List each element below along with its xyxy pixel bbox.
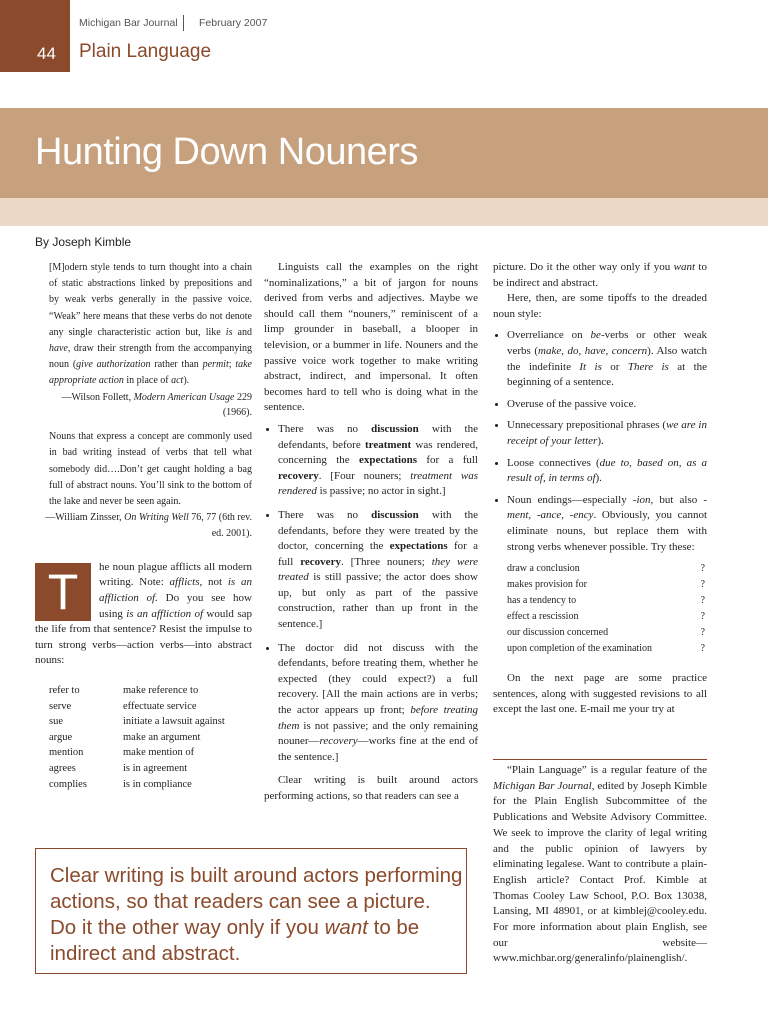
verb-cell: refer to: [49, 684, 80, 696]
tipoff-item: • Noun endings—especially -ion, but also -ment, -ance, -ency. Obviously, you cannot eliminate nouns, but replace them with strong verbs whenever possible. Try these:: [507, 493, 707, 555]
title-strip: [0, 198, 768, 226]
example-item: • There was no discussion with the defendants, before treatment was rendered, concerning the expectations for a full recovery. [Four nouners; treatment was rendered is passive; no actor in sight.]: [278, 422, 478, 500]
practice-row: [507, 593, 705, 609]
page-number-tab: [0, 0, 70, 72]
column-3: [493, 260, 707, 718]
practice-table: [507, 561, 705, 657]
verb-noun-row: [35, 745, 225, 761]
article-title: Hunting Down Nouners: [35, 131, 418, 173]
verb-cell: serve: [49, 700, 72, 712]
pull-quote-line-2: Do it the other way only if you want to be indirect and abstract.: [50, 916, 420, 965]
practice-answer-mark: ?: [700, 579, 705, 591]
pull-quote: [35, 848, 467, 974]
tipoff-item: • Overuse of the passive voice.: [507, 397, 707, 413]
nominalization-cell: is in agreement: [123, 762, 188, 774]
header-divider: [183, 15, 184, 31]
verb-noun-row: [35, 714, 225, 730]
practice-row: [507, 625, 705, 641]
example-list: [264, 422, 478, 765]
nominalization-cell: effectuate service: [123, 700, 197, 712]
practice-phrase: our discussion concerned: [507, 627, 609, 639]
tipoff-item: • Loose connectives (due to, based on, as a result of, in terms of).: [507, 456, 707, 487]
verb-cell: sue: [49, 716, 63, 728]
practice-answer-mark: ?: [700, 595, 705, 607]
practice-phrase: draw a conclusion: [507, 563, 580, 575]
verb-noun-row: [35, 761, 225, 777]
sidebar-rule: [493, 759, 707, 760]
verb-noun-row: [35, 683, 225, 699]
practice-phrase: has a tendency to: [507, 595, 577, 607]
example-item: • The doctor did not discuss with the defendants, before treating them, whether he expected (they could expect?) a full recovery. [All the main actions are in verbs; the actor appears up front; before treating them is not passive; and the only remaining nouner—recovery—works fine at the end of the sentence.]: [278, 641, 478, 766]
epigraph-follett: [M]odern style tends to turn thought into a chain of static abstractions linked by prepositions and by weak verbs generally in the passive voice. “Weak” here means that these verbs do not denote any single characteristic action but, like is and have, draw their strength from the accompanying noun (give authorization rather than permit; take appropriate action in place of act).: [49, 262, 252, 387]
verb-noun-row: [35, 699, 225, 715]
verb-noun-row: [35, 777, 225, 793]
column-1: [35, 260, 252, 792]
nominalization-paragraph: Linguists call the examples on the right “nominalizations,” a bit of jargon for nouns derived from verbs and adjectives. Maybe we should call them “nouners,” reminiscent of a limp grounder in baseball, a blooper in television, or a bummer in life. Nouners and the passive voice work together to make writing abstract, indirect, and impersonal. It often becomes hard to tell who is doing what in the sentence.: [264, 261, 478, 414]
nominalization-cell: make an argument: [123, 731, 201, 743]
practice-row: [507, 561, 705, 577]
feature-note: “Plain Language” is a regular feature of the Michigan Bar Journal, edited by Joseph Kimble for the Plain English Subcommittee of the Publications and Website Advisory Committee. We seek to improve the clarity of legal writing and the public opinion of lawyers by eliminating legalese. Want to contribute a plain-English article? Contact Prof. Kimble at Thomas Cooley Law School, P.O. Box 13038, Lansing, MI 48901, or at kimblej@cooley.edu. For more information about plain English, see our website—www.michbar.org/generalinfo/plainenglish/.: [493, 764, 707, 965]
practice-row: [507, 609, 705, 625]
nominalization-cell: make mention of: [123, 747, 195, 759]
tipoffs-intro: Here, then, are some tipoffs to the dreaded noun style:: [493, 292, 707, 320]
page-number: 44: [37, 44, 56, 63]
clear-writing-paragraph: Clear writing is built around actors performing actions, so that readers can see a: [264, 774, 478, 802]
journal-name: Michigan Bar Journal: [79, 17, 178, 29]
drop-cap: T: [35, 563, 91, 621]
intro-paragraph: T he noun plague afflicts all modern writing. Note: afflicts, not is an affliction of. Do you see how using is an affliction of would sap the life from that sentence? Resist the impulse to turn strong verbs—action verbs—into abstract nouns:: [35, 560, 253, 667]
practice-row: [507, 641, 705, 657]
epigraph-source-follett: —Wilson Follett, Modern American Usage 229 (1966).: [61, 391, 252, 419]
practice-answer-mark: ?: [700, 643, 705, 655]
verb-cell: mention: [49, 747, 84, 759]
pull-quote-line-1: Clear writing is built around actors performing actions, so that readers can see a picture.: [50, 864, 463, 913]
tipoff-item: • Unnecessary prepositional phrases (we are in receipt of your letter).: [507, 418, 707, 449]
practice-answer-mark: ?: [700, 611, 705, 623]
nominalization-cell: make reference to: [123, 684, 199, 696]
tipoff-list: [493, 328, 707, 555]
practice-row: [507, 577, 705, 593]
column-2: [264, 260, 478, 805]
nominalization-cell: initiate a lawsuit against: [123, 716, 225, 728]
tipoff-item: • Overreliance on be-verbs or other weak verbs (make, do, have, concern). Also watch the indefinite It is or There is at the beginning of a sentence.: [507, 328, 707, 390]
epigraph-source-zinsser: —William Zinsser, On Writing Well 76, 77 (6th rev. ed. 2001).: [45, 512, 252, 540]
nominalization-cell: is in compliance: [123, 778, 192, 790]
verb-cell: argue: [49, 731, 73, 743]
verb-noun-row: [35, 730, 225, 746]
practice-paragraph: On the next page are some practice sentences, along with suggested revisions to all except the last one. E-mail me your try at: [493, 672, 707, 716]
verb-cell: complies: [49, 778, 87, 790]
verb-noun-table: [35, 683, 225, 792]
practice-answer-mark: ?: [700, 627, 705, 639]
example-item: • There was no discussion with the defendants, before they were treated by the doctor, concerning the expectations for a full recovery. [Three nouners; they were treated is still passive; the actor does show up, but only as part of the passive construction, rather than up front in the sentence.]: [278, 508, 478, 633]
practice-phrase: effect a rescission: [507, 611, 579, 623]
section-name: Plain Language: [79, 41, 212, 62]
practice-phrase: makes provision for: [507, 579, 587, 591]
issue-date: February 2007: [199, 17, 268, 29]
verb-cell: agrees: [49, 762, 76, 774]
byline: By Joseph Kimble: [35, 235, 132, 249]
epigraph-zinsser: Nouns that express a concept are commonly used in bad writing instead of verbs that tell what somebody did….Don’t get caught holding a bag full of abstract nouns. You’ll sink to the bottom of the lake and never be seen again.: [49, 431, 252, 508]
continuation-paragraph: picture. Do it the other way only if you want to be indirect and abstract.: [493, 261, 707, 289]
practice-phrase: upon completion of the examination: [507, 643, 652, 655]
practice-answer-mark: ?: [700, 563, 705, 575]
